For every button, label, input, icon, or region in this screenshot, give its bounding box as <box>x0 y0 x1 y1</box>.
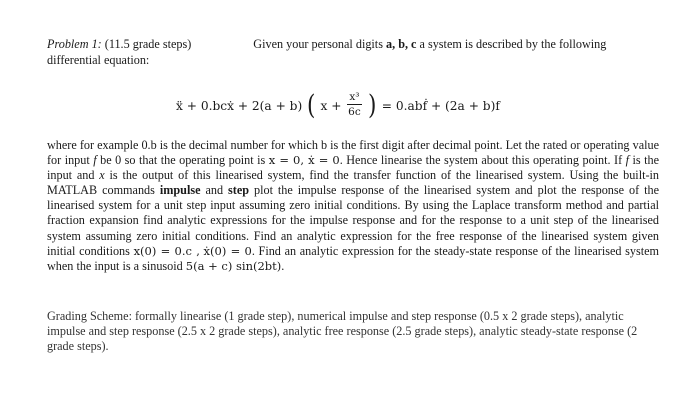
matlab-step-command: step <box>228 183 250 198</box>
input-symbol-f-2: f <box>625 153 630 168</box>
fraction-numerator: x³ <box>349 91 360 103</box>
intro-suffix: a system is described by the following differential equation: <box>47 37 607 67</box>
equation-fraction <box>347 91 361 118</box>
initial-condition-x: x(0) = 0.c , <box>133 243 200 258</box>
body-text-6: plot the impulse response of the linearised system and plot the response of the linearised system for a unit step input assuming zero initial conditions. By using the Laplace transform method and partial fraction expansion find analytic expressions for the impulse response and for the response to a unit step of the linearised system assuming zero initial conditions. Find an analytic expression for the free response of the linearised system given initial conditions <box>47 183 660 258</box>
sinusoid-input: 5(a + c) sin(2bt) <box>185 258 282 273</box>
problem-steps: (11.5 grade steps) <box>104 37 192 51</box>
equation-paren-open: ( <box>307 90 316 121</box>
differential-equation <box>176 78 516 121</box>
equation-inner-x: x + <box>320 98 342 113</box>
problem-body <box>47 138 659 274</box>
intro-prefix: Given your personal digits <box>253 37 383 51</box>
body-text-1: where for example 0.b is the decimal number for which b is the first digit after decimal point. Let the rated or operating value for input <box>47 138 659 168</box>
personal-digits: a, b, c <box>386 37 417 51</box>
matlab-impulse-command: impulse <box>159 183 201 198</box>
input-symbol-f: f <box>93 153 97 168</box>
body-text-5: is the output of this linearised system, find the transfer function of the linearised system. Using the built-in MATLAB commands <box>47 168 660 198</box>
body-text-7: . Find an analytic expression for the steady-state response of the linearised system when the input is a sinusoid <box>47 243 659 273</box>
equation-lhs: ẍ + 0.bcẋ + 2(a + b) <box>176 98 303 113</box>
output-symbol-x: x <box>99 168 105 183</box>
initial-condition-xdot: ẋ(0) = 0 <box>203 243 252 258</box>
and-word: and <box>205 183 224 198</box>
operating-point: x = 0, ẋ = 0 <box>268 153 340 168</box>
body-text-4: is the input and <box>47 153 660 183</box>
body-text-2: be 0 so that the operating point is <box>100 153 266 168</box>
equation-paren-close: ) <box>368 90 377 121</box>
problem-header <box>47 36 657 68</box>
problem-label: Problem 1: <box>47 37 102 51</box>
body-text-8: . <box>281 258 285 273</box>
body-text-3: . Hence linearise the system about this operating point. If <box>339 153 623 168</box>
fraction-denominator: 6c <box>348 106 361 118</box>
equation-rhs: = 0.abḟ + (2a + b)f <box>381 98 500 113</box>
grading-scheme: Grading Scheme: formally linearise (1 grade step), numerical impulse and step response (0.5 x 2 grade steps), analytic impulse and step response (2.5 x 2 grade steps), analytic free response (2.5 grade steps), analytic steady-state response (2 grade steps). <box>47 309 638 354</box>
